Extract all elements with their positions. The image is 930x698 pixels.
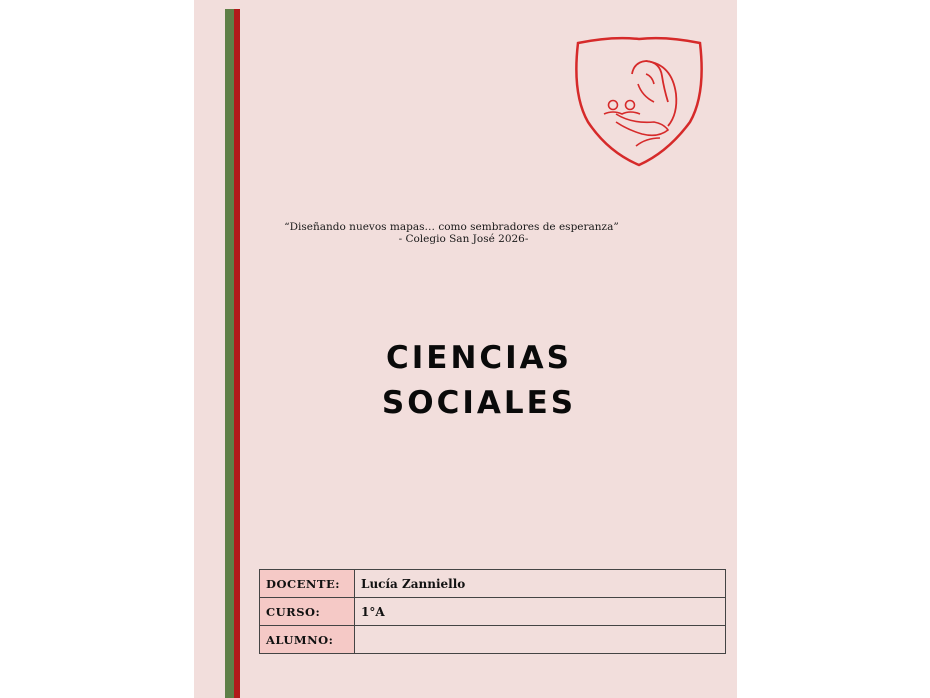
student-info-table <box>259 569 726 654</box>
cover-page <box>194 0 737 698</box>
course-label: CURSO: <box>260 598 355 626</box>
teacher-value: Lucía Zanniello <box>355 570 726 598</box>
teacher-label: DOCENTE: <box>260 570 355 598</box>
table-row <box>260 570 726 598</box>
table-row <box>260 598 726 626</box>
motto-quote: “Diseñando nuevos mapas… como sembradores de esperanza” <box>284 221 619 233</box>
student-value[interactable] <box>355 626 726 654</box>
table-row <box>260 626 726 654</box>
subject-title-line1: CIENCIAS <box>385 340 572 376</box>
student-label: ALUMNO: <box>260 626 355 654</box>
subject-title-line2: SOCIALES <box>381 385 577 421</box>
course-value: 1°A <box>355 598 726 626</box>
motto-source: - Colegio San José 2026- <box>398 233 529 245</box>
school-crest-icon <box>572 34 706 168</box>
